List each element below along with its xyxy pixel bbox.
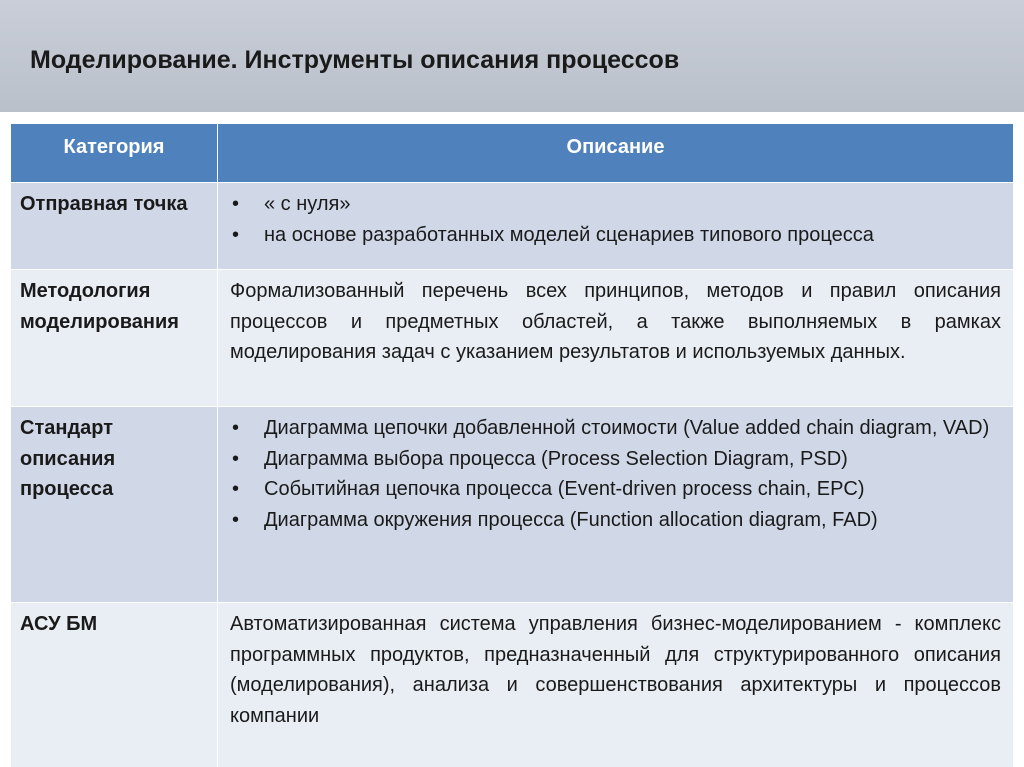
list-item: • Событийная цепочка процесса (Event-driven process chain, EPC) bbox=[230, 474, 1001, 505]
table-row bbox=[11, 269, 1013, 407]
list-item: • « с нуля» bbox=[230, 189, 1001, 220]
list-item: • Диаграмма цепочки добавленной стоимости (Value added chain diagram, VAD) bbox=[230, 413, 1001, 444]
bullet-icon: • bbox=[232, 223, 240, 246]
row-category: АСУ БМ bbox=[20, 613, 98, 635]
row-category: Отправная точка bbox=[20, 193, 188, 215]
table-row bbox=[11, 602, 1013, 767]
header-category: Категория bbox=[63, 135, 165, 158]
row-description: Автоматизированная система управления бизнес-моделированием - комплекс программных продуктов, предназначенный для структурированного описания (моделирования), анализа и совершенствования архитектуры и процессов компании bbox=[217, 603, 1013, 767]
row-category: Методология моделирования bbox=[20, 280, 179, 333]
table-row bbox=[11, 182, 1013, 270]
bullet-list bbox=[230, 413, 1001, 535]
bullet-icon: • bbox=[232, 478, 240, 500]
bullet-list bbox=[230, 189, 1001, 250]
list-item: • на основе разработанных моделей сценариев типового процесса bbox=[230, 220, 1001, 251]
bullet-icon: • bbox=[232, 447, 240, 470]
row-description bbox=[217, 407, 1013, 603]
bullet-icon: • bbox=[232, 508, 240, 531]
title-bar bbox=[0, 0, 1024, 112]
list-item: • Диаграмма выбора процесса (Process Selection Diagram, PSD) bbox=[230, 444, 1001, 475]
header-description: Описание bbox=[217, 124, 1013, 182]
row-category: Стандарт описания процесса bbox=[20, 417, 116, 500]
bullet-icon: • bbox=[232, 193, 240, 215]
row-description bbox=[217, 183, 1013, 270]
list-item: • Диаграмма окружения процесса (Function allocation diagram, FAD) bbox=[230, 505, 1001, 536]
row-description: Формализованный перечень всех принципов, методов и правил описания процессов и предметных областей, а также выполняемых в рамках моделирования задач с указанием результатов и используемых данных. bbox=[217, 270, 1013, 407]
process-tools-table bbox=[11, 124, 1013, 766]
table-header-row bbox=[11, 124, 1013, 182]
bullet-icon: • bbox=[232, 417, 240, 439]
table-row bbox=[11, 406, 1013, 603]
page-title: Моделирование. Инструменты описания процессов bbox=[30, 46, 680, 74]
